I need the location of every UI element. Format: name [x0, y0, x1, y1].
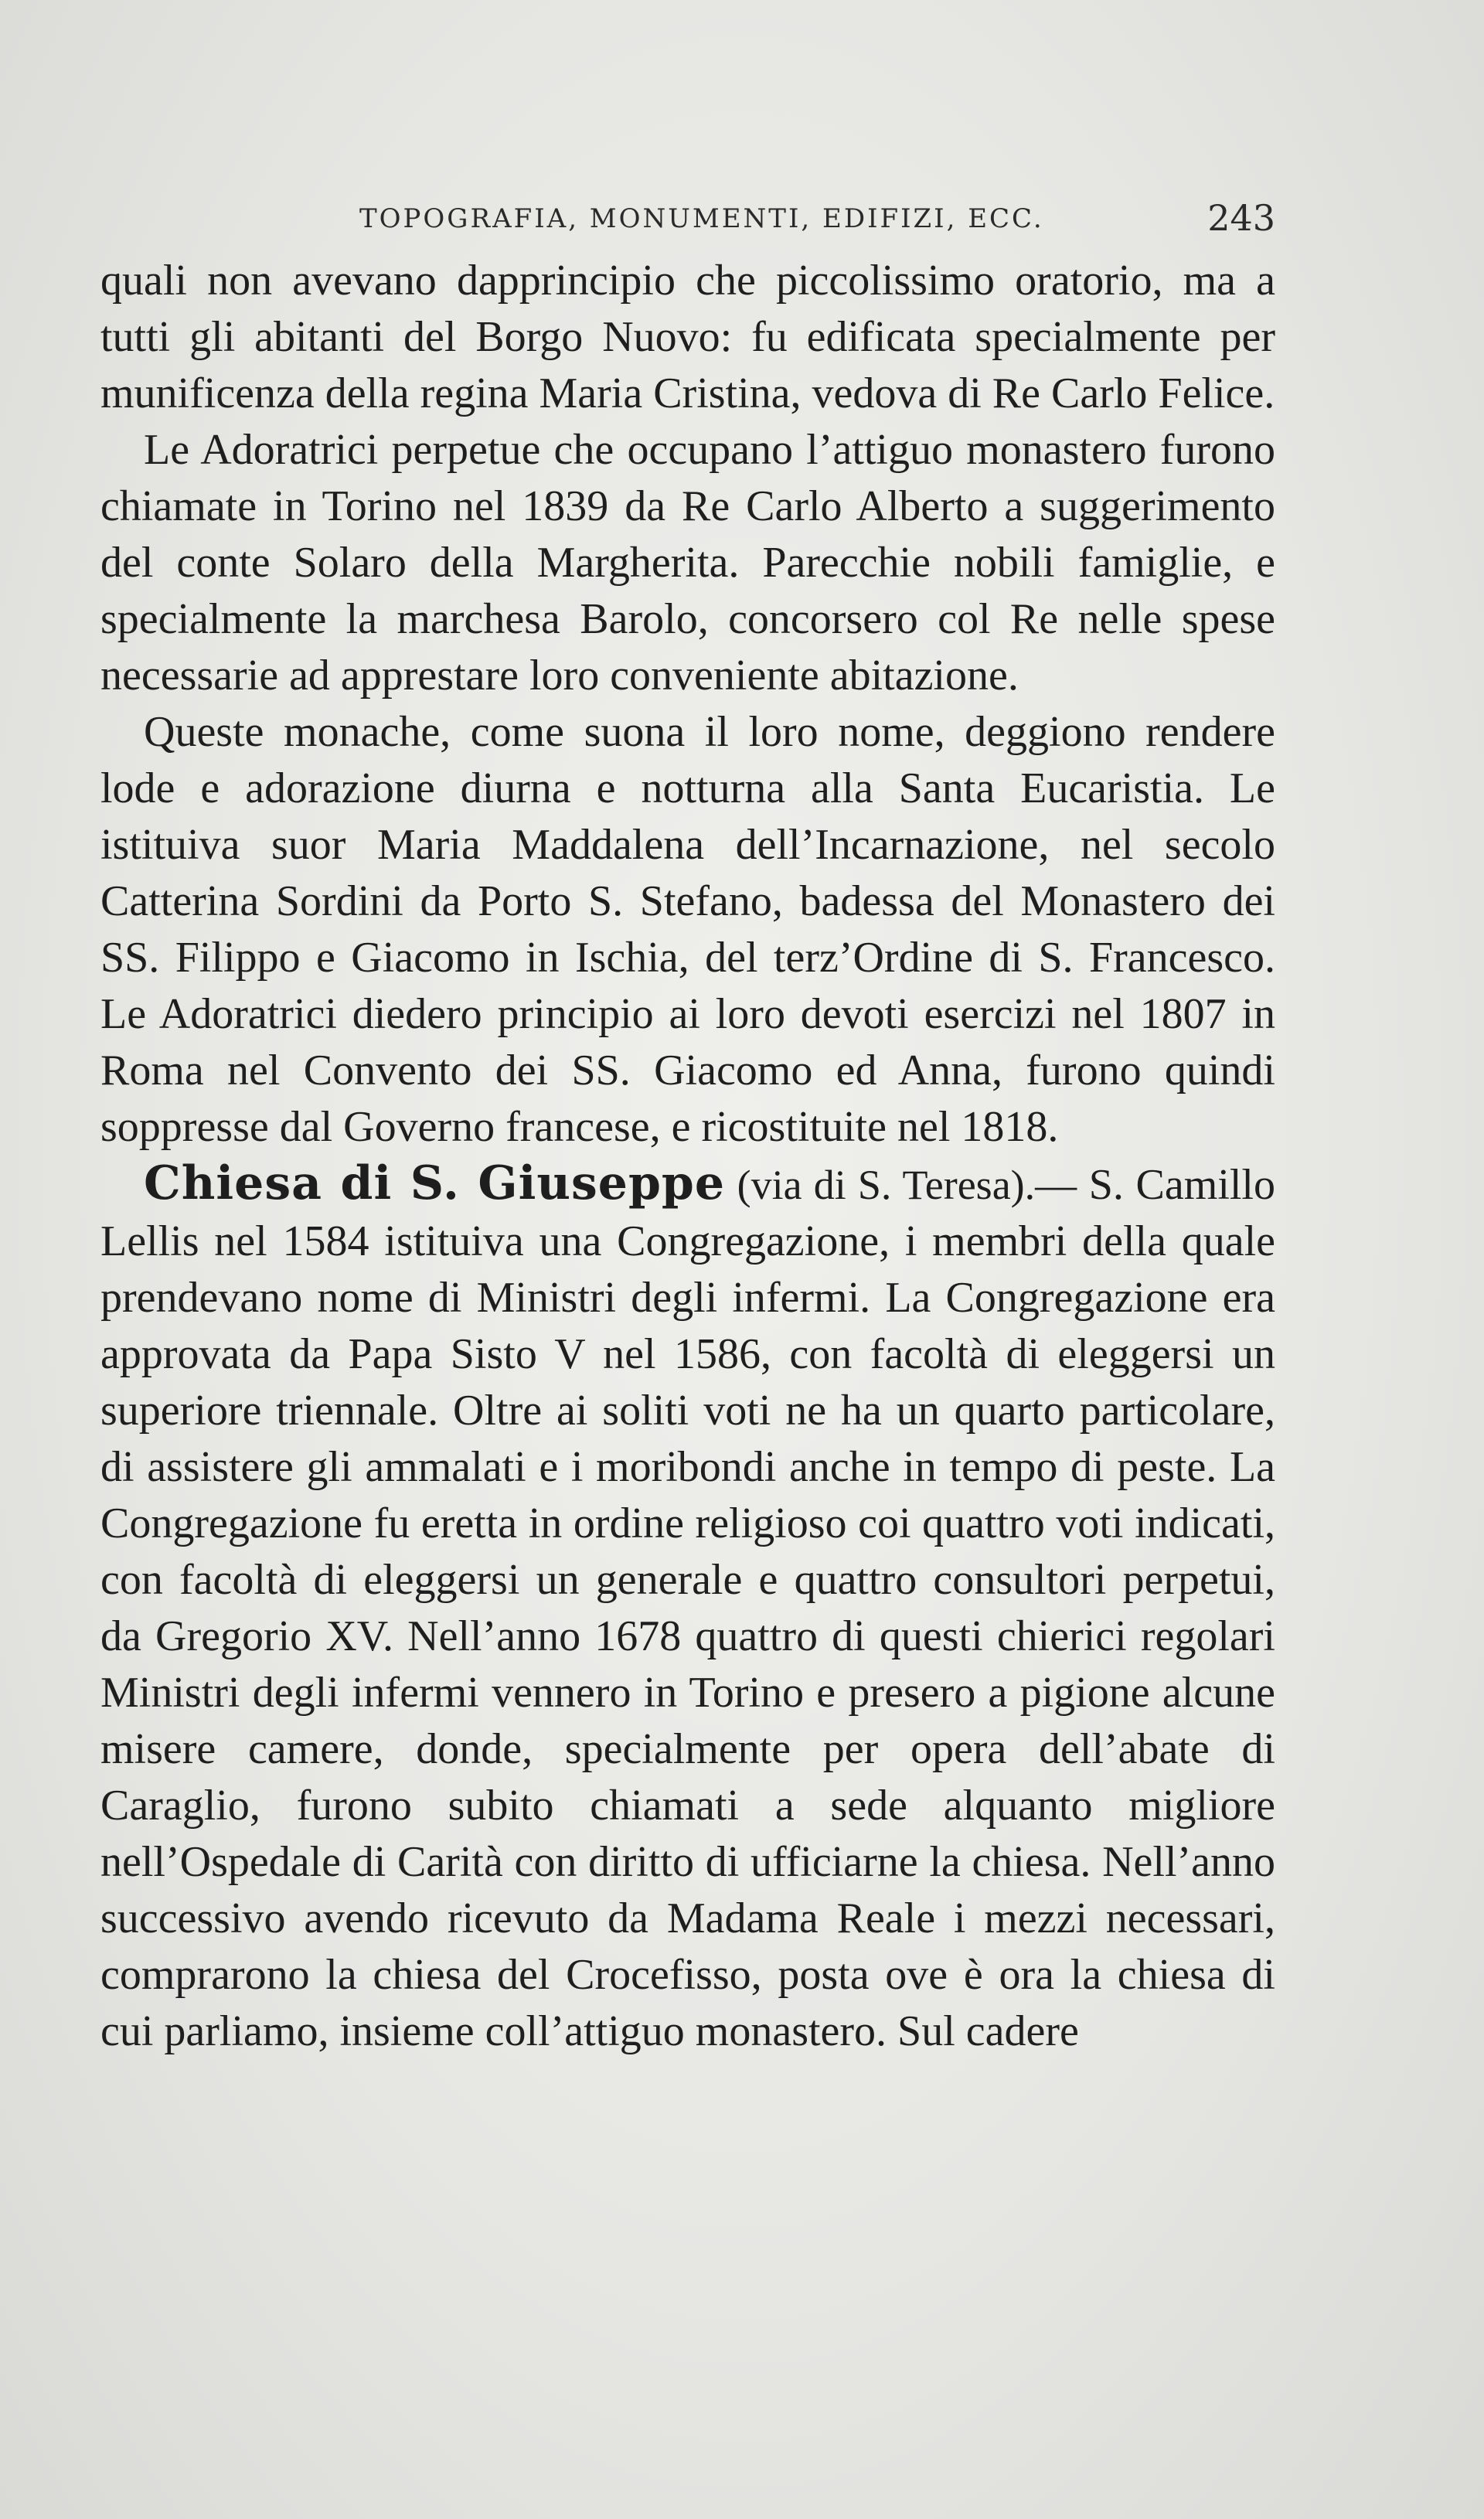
- section-heading: Chiesa di S. Giuseppe: [144, 1156, 726, 1210]
- paragraph-2: Le Adoratrici perpetue che occupano l’attiguo monastero furono chiamate in Torino nel 1839 da Re Carlo Alberto a suggerimento del conte Solaro della Margherita. Parecchie nobili famiglie, e specialmente la marchesa Barolo, concorsero col Re nelle spese necessarie ad apprestare loro conveniente abitazione.: [100, 426, 1275, 700]
- paragraph-1: quali non avevano dapprincipio che piccolissimo oratorio, ma a tutti gli abitanti del Borgo Nuovo: fu edificata specialmente per munificenza della regina Maria Cristina, vedova di Re Carlo Felice.: [100, 257, 1275, 417]
- paragraph-3: Queste monache, come suona il loro nome, deggiono rendere lode e adorazione diurna e notturna alla Santa Eucaristia. Le istituiva suor Maria Maddalena dell’Incarnazione, nel secolo Catterina Sordini da Porto S. Stefano, badessa del Monastero dei SS. Filippo e Giacomo in Ischia, del terz’Ordine di S. Francesco. Le Adoratrici diedero principio ai loro devoti esercizi nel 1807 in Roma nel Convento dei SS. Giacomo ed Anna, furono quindi soppresse dal Governo francese, e ricostituite nel 1818.: [100, 708, 1275, 1151]
- paragraph-4: S. Camillo Lellis nel 1584 istituiva una Congregazione, i membri della quale prendevano nome di Ministri degli infermi. La Congregazione era approvata da Papa Sisto V nel 1586, con facoltà di eleggersi un superiore triennale. Oltre ai soliti voti ne ha un quarto particolare, di assistere gli ammalati e i moribondi anche in tempo di peste. La Congregazione fu eretta in ordine religioso coi quattro voti indicati, con facoltà di eleggersi un generale e quattro consultori perpetui, da Gregorio XV. Nell’anno 1678 quattro di questi chierici regolari Ministri degli infermi vennero in Torino e presero a pigione alcune misere camere, donde, specialmente per opera dell’abate di Caraglio, furono subito chiamati a sede alquanto migliore nell’Ospedale di Carità con diritto di ufficiarne la chiesa. Nell’anno successivo avendo ricevuto da Madama Reale i mezzi necessari, comprarono la chiesa del Crocefisso, posta ove è ora la chiesa di cui parliamo, insieme coll’attiguo monastero. Sul cadere: [100, 1161, 1275, 2055]
- body-text: [100, 253, 1275, 2060]
- page-header: [100, 197, 1275, 251]
- page-number: 243: [1207, 197, 1275, 239]
- section-note: (via di S. Teresa).—: [737, 1162, 1077, 1208]
- section-paragraph: [100, 1156, 1275, 2060]
- running-head: TOPOGRAFIA, MONUMENTI, EDIFIZI, ECC.: [359, 203, 1044, 234]
